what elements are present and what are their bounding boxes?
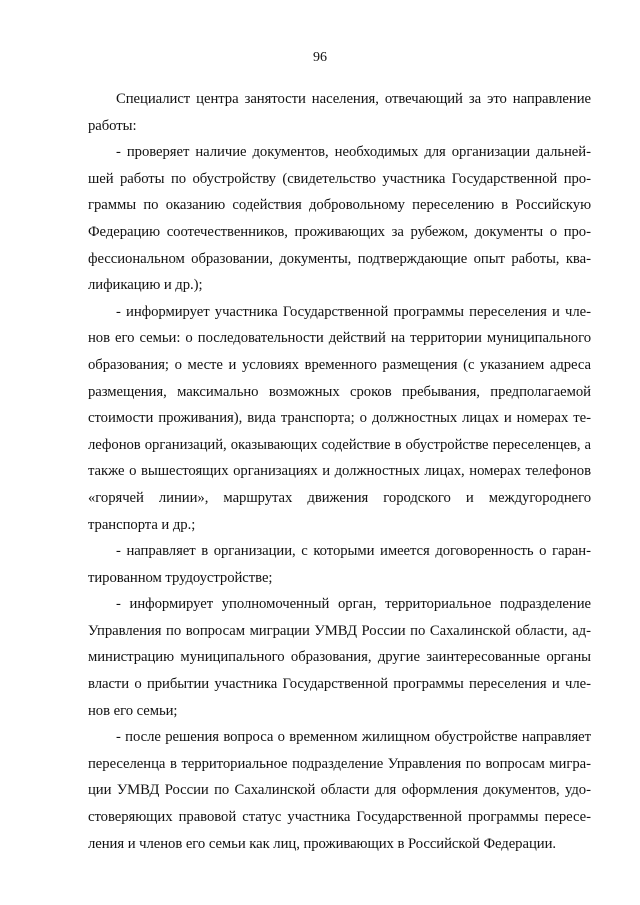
paragraph-intro: Специалист центра занятости населения, отвечающий за это направление работы: [88,91,591,134]
paragraph-after-housing: - после решения вопроса о временном жилищном обустройстве направляет переселенца в территориальное подразделение Управления по вопросам миграции УМВД России по Сахалинской области для оформления документов, удостоверяющих правовой статус участника Государственной программы переселения и членов его семьи как лиц, проживающих в Российской Федерации. [88,729,591,852]
page-number: 96 [313,50,327,65]
paragraph-check-documents: - проверяет наличие документов, необходимых для организации дальнейшей работы по обустройству (свидетельство участника Государственной программы по оказанию содействия добровольному переселению в Российскую Федерацию соотечественников, проживающих за рубежом, документы о профессиональном образовании, документы, подтверждающие опыт работы, квалификацию и др.); [88,144,591,294]
paragraph-inform-authorities: - информирует уполномоченный орган, территориальное подразделение Управления по вопросам миграции УМВД России по Сахалинской области, администрацию муниципального образования, другие заинтересованные органы власти о прибытии участника Государственной программы переселения и членов его семьи; [88,596,591,719]
paragraph-direct-to-organizations: - направляет в организации, с которыми имеется договоренность о гарантированном трудоустройстве; [88,543,591,586]
body-text [88,86,591,857]
paragraph-inform-participant: - информирует участника Государственной программы переселения и членов его семьи: о последовательности действий на территории муниципального образования; о месте и условиях временного размещения (с указанием адреса размещения, максимально возможных сроков пребывания, предполагаемой стоимости проживания), вида транспорта; о должностных лицах и номерах телефонов организаций, оказывающих содействие в обустройстве переселенцев, а также о вышестоящих организациях и должностных лицах, номерах телефонов «горячей линии», маршрутах движения городского и междугороднего транспорта и др.; [88,303,591,533]
